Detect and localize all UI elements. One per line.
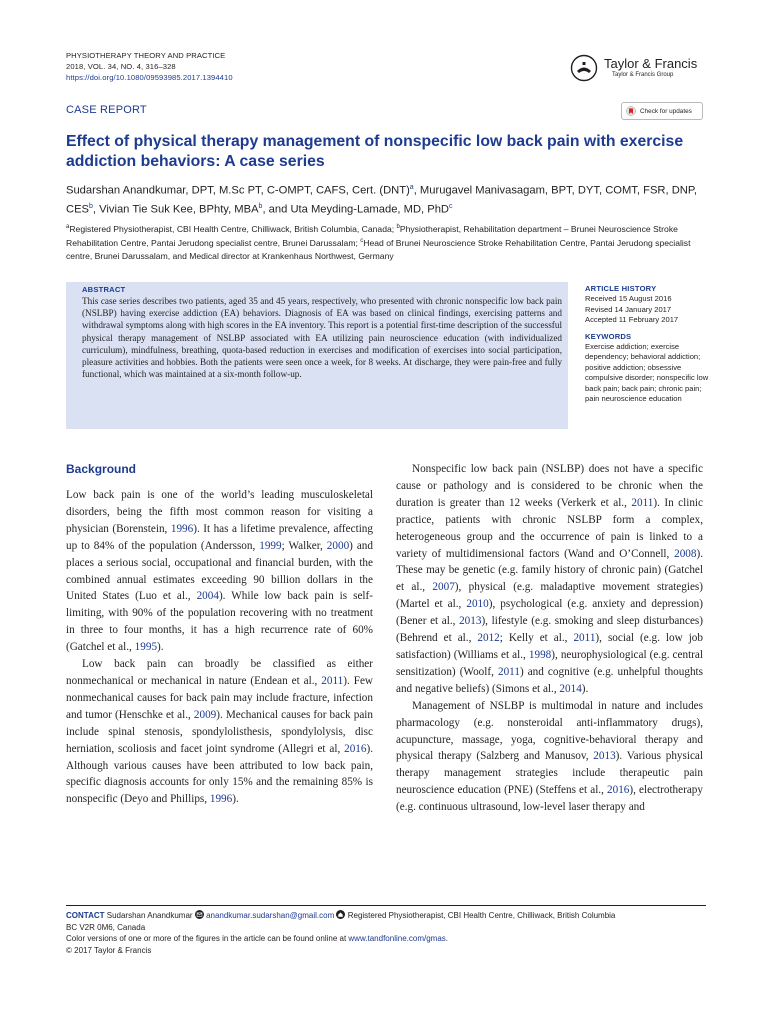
body-column-right: [396, 461, 703, 816]
revised-date: Revised 14 January 2017: [585, 304, 672, 314]
affiliation-mark: c: [360, 238, 364, 245]
contact-address-line2: BC V2R 0M6, Canada: [66, 922, 146, 932]
citation-link[interactable]: 2011: [321, 674, 344, 687]
author-affiliation-mark: b: [258, 203, 263, 211]
body-text: ). In clinic practice, patients with chronic NSLBP form a complex, heterogeneous group and the occurrence of pain is linked to a variety of multidimensional factors (Wand and O’Connell,: [396, 496, 703, 560]
citation-link[interactable]: 1999: [259, 539, 282, 552]
author-name: Sudarshan Anandkumar, DPT, M.Sc PT, C-OMPT, CAFS, Cert. (DNT): [66, 184, 410, 197]
citation-link[interactable]: 2008: [674, 547, 697, 560]
citation-link[interactable]: 1996: [170, 522, 194, 535]
body-text: ). It has a lifetime prevalence, affecting up to 84% of the population (Andersson,: [66, 522, 373, 552]
body-text: Low back pain is one of the world’s leading musculoskeletal disorders, being the fifth most common reason for visiting a physician (Borenstein,: [66, 489, 373, 535]
paragraph: [66, 487, 373, 656]
abstract-heading: ABSTRACT: [82, 285, 126, 294]
citation-link[interactable]: 1995: [134, 641, 158, 654]
contact-email-link[interactable]: anandkumar.sudarshan@gmail.com: [206, 911, 335, 920]
affiliation-mark: a: [66, 224, 70, 230]
body-text: ). While low back pain is self-limiting, with 90% of the population recovering with no treatment in three to four months, it has a high recurrence rate of 60% (Gatchel et al.,: [66, 590, 373, 654]
citation-link[interactable]: 2010: [466, 598, 489, 611]
body-text: Low back pain can broadly be classified as either nonmechanical or mechanical in nature (Endean et al.,: [66, 658, 373, 687]
body-text: ), psychological (e.g. anxiety and depression) (Bener et al.,: [396, 598, 703, 628]
body-text: ), social (e.g. low job satisfaction) (Williams et al.,: [396, 632, 703, 661]
body-text: ; Walker,: [281, 539, 327, 552]
citation-link[interactable]: 2011: [573, 632, 596, 645]
publisher-logo: [570, 50, 710, 86]
article-history-heading: ARTICLE HISTORY: [585, 284, 657, 293]
article-info-sidebar: [585, 284, 709, 404]
author-name: Vivian Tie Suk Kee, BPhty, MBA: [99, 203, 259, 216]
citation-link[interactable]: 2013: [459, 615, 482, 628]
body-text: ) and places a serious social, occupational and financial burden, with the combined annual estimates exceeding 90 billion dollars in the United States (Luo et al.,: [66, 539, 373, 603]
citation-link[interactable]: 2011: [631, 496, 654, 509]
color-note-text: Color versions of one or more of the figures in the article can be found online at: [66, 934, 349, 944]
article-type: CASE REPORT: [66, 104, 147, 116]
citation-link[interactable]: 1998: [528, 648, 552, 661]
email-icon: [195, 910, 204, 919]
affiliation-text: Physiotherapist, Rehabilitation department – Brunei Neuroscience Stroke Rehabilitation Centre, Pantai Jerudong specialist centre, Brunei Darussalam;: [66, 223, 678, 249]
body-text: ; Kelly et al.,: [499, 632, 574, 645]
citation-link[interactable]: 2004: [196, 590, 219, 603]
journal-meta: [66, 50, 233, 83]
address-icon: [336, 910, 345, 919]
body-text: ), physical (e.g. maladaptive movement strategies) (Martel et al.,: [396, 581, 703, 611]
publisher-group: Taylor & Francis Group: [612, 72, 674, 78]
body-text: ). Mechanical causes for back pain include spinal stenosis, spondylolisthesis, spondylolysis, disc herniation, scoliosis and facet joint syndrome (Allegri et al,: [66, 708, 373, 755]
citation-link[interactable]: 2007: [432, 581, 455, 594]
citation-link[interactable]: 2013: [593, 750, 616, 763]
author-name: Murugavel Manivasagam, BPT, DYT, COMT, FSR, DNP, CES: [66, 184, 697, 216]
article-title: Effect of physical therapy management of nonspecific low back pain with exercise addiction behaviors: A case series: [66, 133, 684, 170]
citation-link[interactable]: 1996: [209, 793, 233, 806]
body-text: ).: [232, 793, 239, 806]
body-text: ).: [581, 682, 589, 695]
body-text: ). Various physical therapy management strategies include therapeutic pain neuroscience education (PNE) (Steffens et al.,: [396, 750, 704, 797]
paragraph: [66, 656, 373, 808]
publisher-name: Taylor & Francis: [604, 56, 698, 71]
footer-divider: [66, 905, 706, 906]
body-column-left: [66, 487, 373, 808]
body-text: ), lifestyle (e.g. smoking and sleep disturbances) (Behrend et al.,: [396, 615, 703, 645]
tandfonline-link[interactable]: www.tandfonline.com/gmas: [348, 934, 446, 944]
publisher-lamp-icon: [570, 54, 598, 82]
body-text: ) and cognitive (e.g. unhelpful thoughts and negative beliefs) (Simons et al.,: [396, 665, 703, 695]
check-for-updates-button[interactable]: [621, 102, 703, 120]
body-text: Nonspecific low back pain (NSLBP) does not have a specific cause or pathology and is considered to be chronic when the duration is greater than 12 weeks (Verkerk et al.,: [396, 463, 703, 509]
journal-issue: 2018, VOL. 34, NO. 4, 316–328: [66, 62, 176, 71]
body-text: ), neurophysiological (e.g. central sensitization) (Woolf,: [396, 648, 703, 678]
body-text: ), electrotherapy (e.g. continuous ultrasound, low-level laser therapy and: [396, 784, 703, 814]
check-updates-label: Check for updates: [640, 107, 692, 115]
citation-link[interactable]: 2014: [559, 682, 582, 695]
citation-link[interactable]: 2009: [193, 708, 217, 721]
author-affiliation-mark: a: [409, 184, 414, 191]
citation-link[interactable]: 2012: [477, 632, 500, 645]
citation-link[interactable]: 2016: [344, 742, 367, 755]
citation-link[interactable]: 2016: [607, 784, 630, 797]
author-affiliation-mark: b: [89, 203, 93, 211]
author-name: Uta Meyding-Lamade, MD, PhD: [290, 203, 450, 216]
keywords-text: Exercise addiction; exercise dependency; behavioral addiction; positive addiction; obsessive compulsive disorder; nonspecific low back pain; back pain; chronic pain; pain neuroscience education: [585, 342, 709, 404]
doi-link[interactable]: https://doi.org/10.1080/09593985.2017.1394410: [66, 73, 233, 82]
affiliations: [66, 221, 706, 263]
received-date: Received 15 August 2016: [585, 294, 672, 304]
author-list: Sudarshan Anandkumar, DPT, M.Sc PT, C-OMPT, CAFS, Cert. (DNT)$^a$, Murugavel Manivasagam, BPT, DYT, COMT, FSR, DNP, CES$^b$, Vivian Tie Suk Kee, BPhty, MBA$^b$, and Uta Meyding-Lamade, MD, PhD$^c$: [66, 184, 697, 216]
citation-link[interactable]: 2000: [326, 539, 350, 552]
accepted-date: Accepted 11 February 2017: [585, 315, 679, 325]
color-note: [66, 933, 706, 945]
color-note-end: .: [445, 934, 449, 944]
body-text: ). Although various causes have been attributed to low back pain, specific diagnosis accounts for only 15% and the remaining 85% is nonspecific (Deyo and Phillips,: [66, 742, 373, 806]
paragraph: [396, 461, 703, 698]
contact-address: Registered Physiotherapist, CBI Health Centre, Chilliwack, British Columbia: [347, 911, 616, 920]
affiliation-mark: b: [396, 224, 400, 230]
body-text: ). Few nonmechanical causes for back pain may include fracture, infection and tumor (Henschke et al.,: [66, 674, 373, 721]
section-heading: Background: [66, 462, 137, 476]
copyright: © 2017 Taylor & Francis: [66, 945, 152, 955]
paragraph: [396, 698, 703, 816]
abstract-text: This case series describes two patients, aged 35 and 45 years, respectively, who presented with chronic nonspecific low back pain (NSLBP) having exercise addiction (EA) behaviors. Diagnosis of EA was based on clinical findings, exercising patterns and withdrawal symptoms along with high scores in the EA inventory. This report is a potential first-time description of the successful physical therapy management of NSLBP associated with EA utilizing pain neuroscience education (with individualized curriculum), mindfulness, breathing, quota-based reduction in exercises and modification of exercises into social participation, pleasure activities and hobbies. Both the patients were seen once a week, for 8 weeks. At discharge, they were pain-free and fully functional, which was maintained at a six-month follow-up.: [82, 296, 562, 380]
affiliation-text: Registered Physiotherapist, CBI Health Centre, Chilliwack, British Columbia, Canada;: [69, 223, 397, 234]
citation-link[interactable]: 2011: [497, 665, 520, 678]
body-text: Management of NSLBP is multimodal in nature and includes pharmacology (e.g. nonsteroidal anti-inflammatory drugs), acupuncture, massage, yoga, cognitive-behavioral therapy and physical therapy (Salzberg and Manusov,: [396, 699, 703, 763]
footer: [66, 910, 706, 956]
author-affiliation-mark: c: [449, 203, 453, 211]
check-updates-icon: [626, 106, 636, 116]
contact-label: CONTACT: [66, 911, 105, 920]
keywords-heading: KEYWORDS: [585, 331, 632, 341]
body-text: ).: [157, 641, 164, 654]
affiliation-text: Head of Brunei Neuroscience Stroke Rehabilitation Centre, Pantai Jerudong specialist centre, Brunei Darussalam, and Medical director at Krankenhaus Northwest, Germany: [66, 238, 691, 261]
contact-name: Sudarshan Anandkumar: [106, 911, 193, 920]
journal-name: PHYSIOTHERAPY THEORY AND PRACTICE: [66, 51, 226, 60]
body-text: ). These may be genetic (e.g. family history of chronic pain) (Gatchel et al.,: [396, 547, 703, 594]
